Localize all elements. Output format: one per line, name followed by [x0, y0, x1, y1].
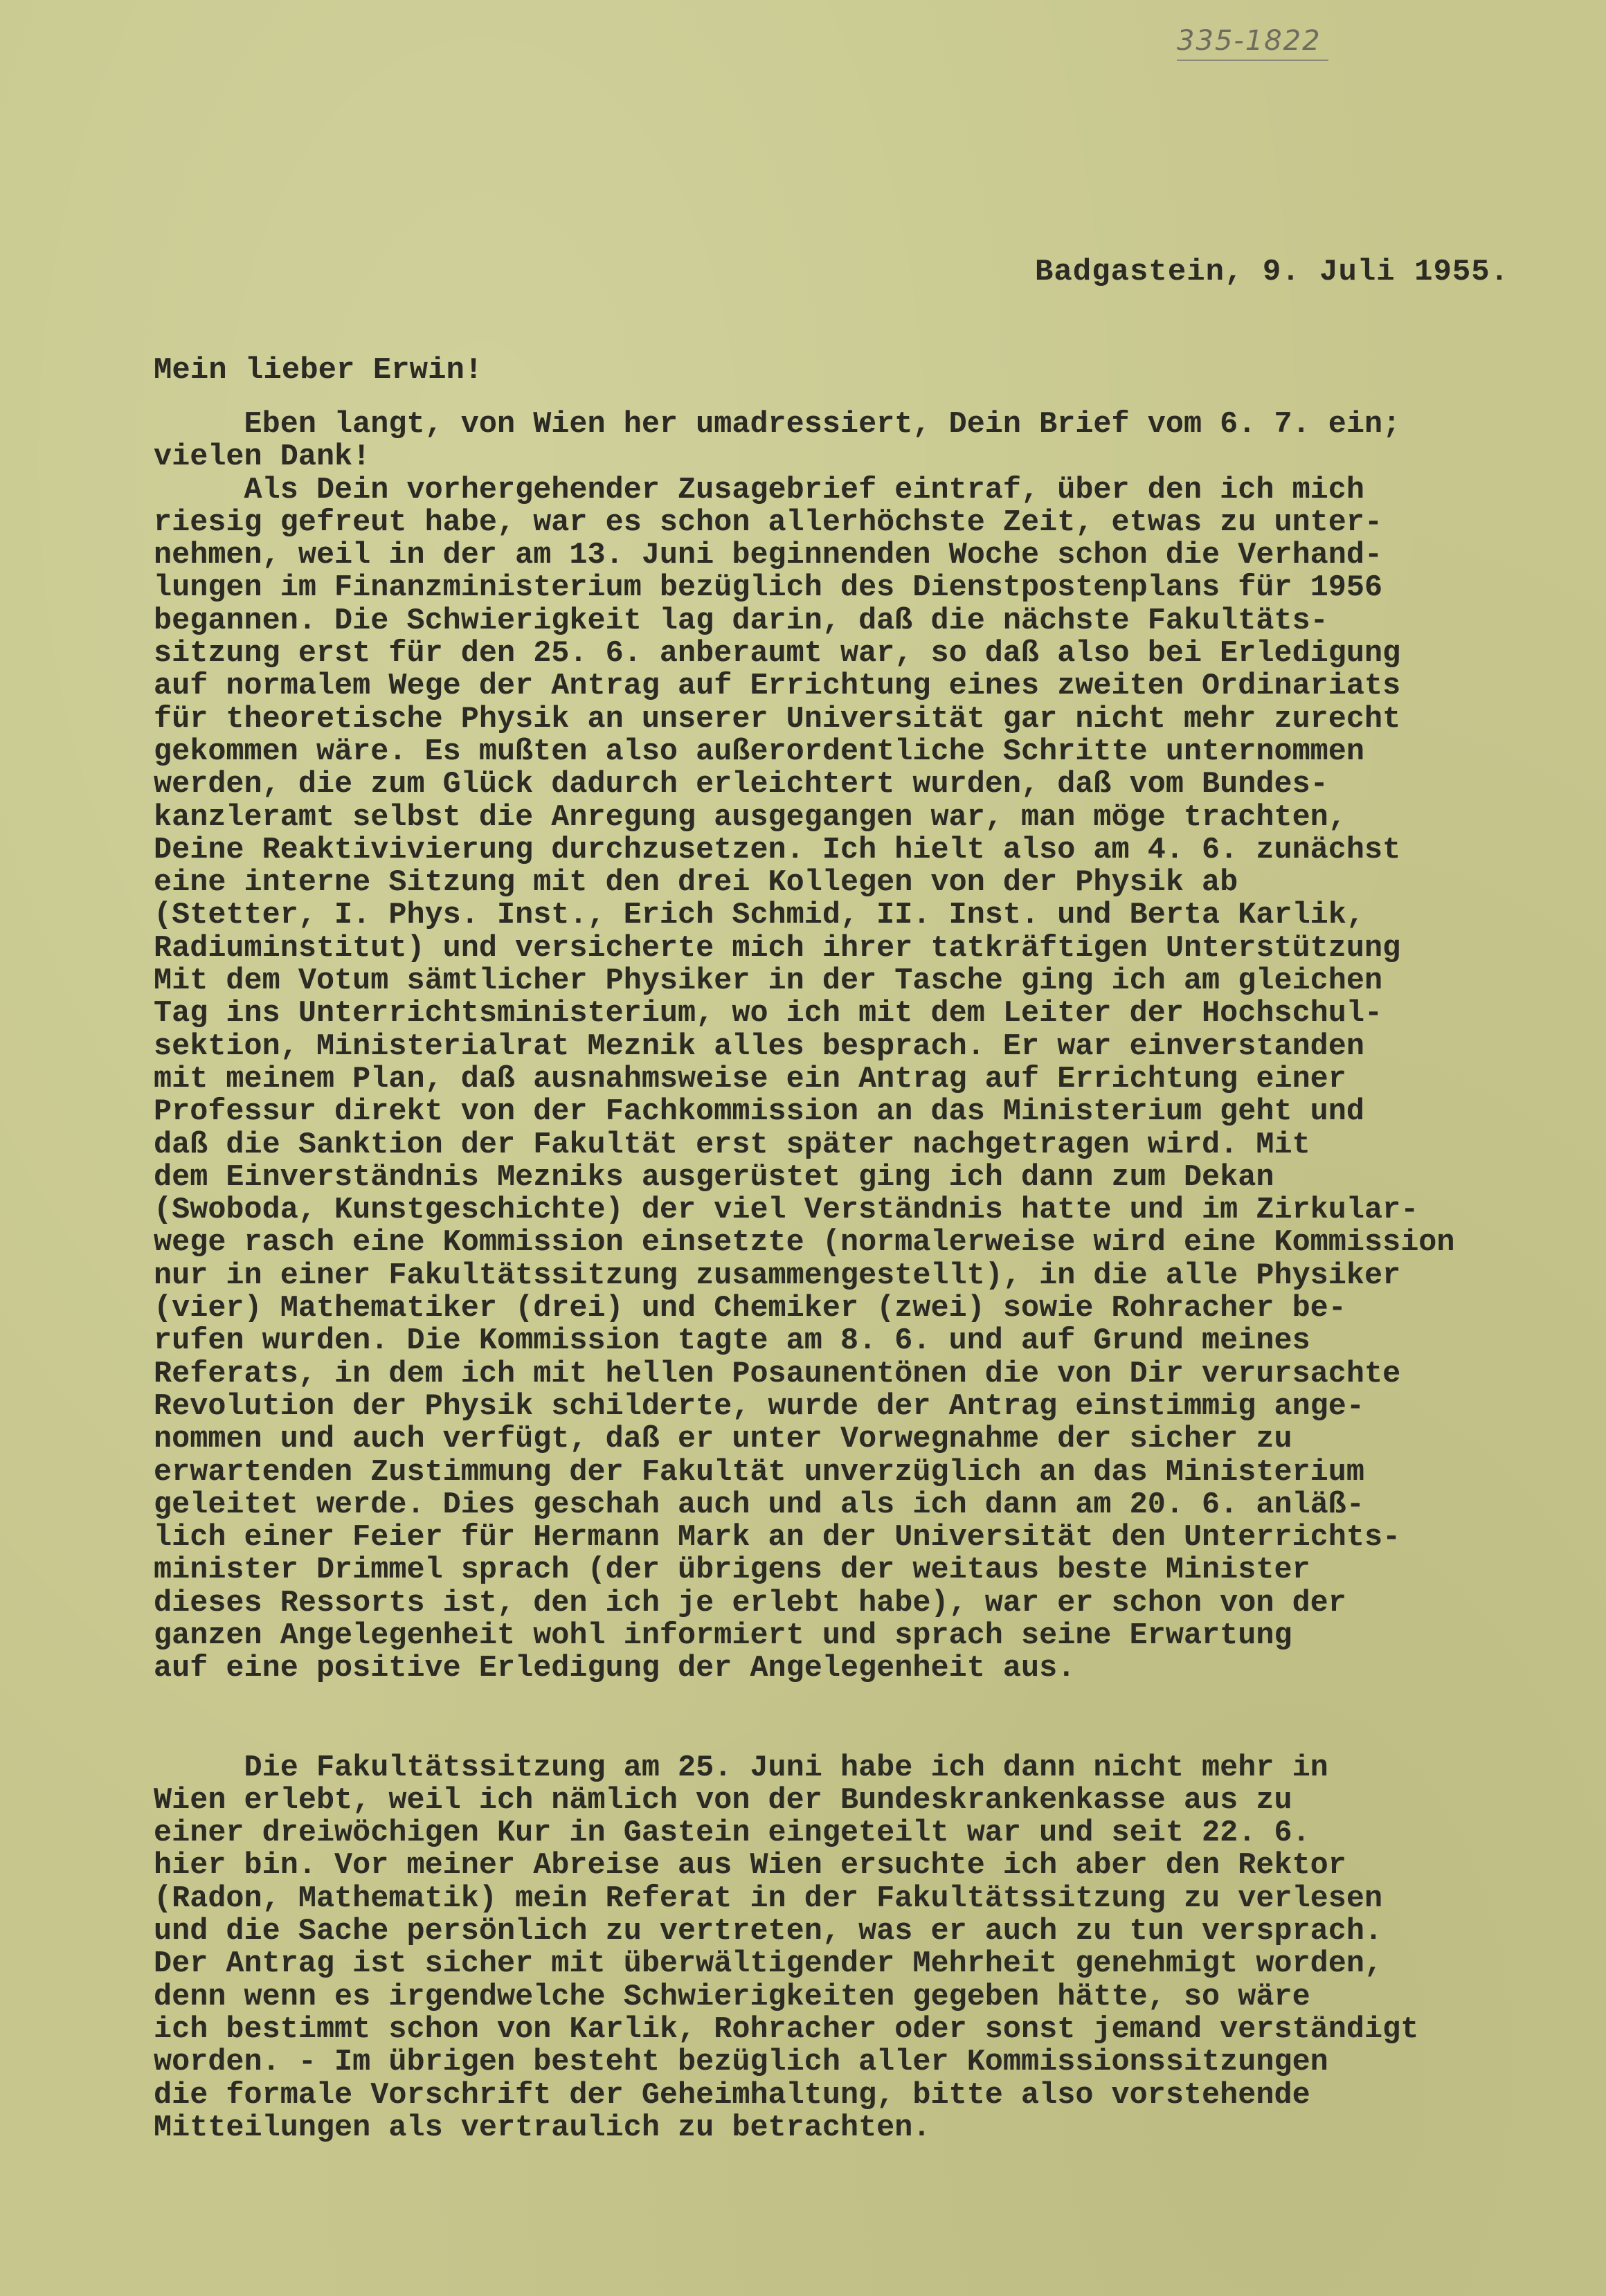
- text-line: Mit dem Votum sämtlicher Physiker in der Tasche ging ich am gleichen: [154, 964, 1383, 999]
- text-line: rufen wurden. Die Kommission tagte am 8. 6. und auf Grund meines: [154, 1324, 1310, 1359]
- text-line: dieses Ressorts ist, den ich je erlebt habe), war er schon von der: [154, 1586, 1346, 1620]
- text-line: erwartenden Zustimmung der Fakultät unverzüglich an das Ministerium: [154, 1455, 1364, 1490]
- archive-number: 335-1822: [1177, 25, 1321, 57]
- date-line: Badgastein, 9. Juli 1955.: [1035, 255, 1510, 289]
- text-line: Als Dein vorhergehender Zusagebrief eintraf, über den ich mich: [154, 473, 1364, 507]
- text-line: Die Fakultätssitzung am 25. Juni habe ich dann nicht mehr in: [154, 1751, 1328, 1785]
- text-line: sektion, Ministerialrat Meznik alles besprach. Er war einverstanden: [154, 1029, 1364, 1064]
- text-line: Professur direkt von der Fachkommission an das Ministerium geht und: [154, 1095, 1364, 1130]
- text-line: Der Antrag ist sicher mit überwältigender Mehrheit genehmigt worden,: [154, 1947, 1383, 1982]
- paragraph-1: [154, 408, 1594, 1685]
- text-line: nommen und auch verfügt, daß er unter Vorwegnahme der sicher zu: [154, 1422, 1292, 1457]
- text-line: wege rasch eine Kommission einsetzte (normalerweise wird eine Kommission: [154, 1226, 1455, 1260]
- text-line: auf eine positive Erledigung der Angelegenheit aus.: [154, 1652, 1076, 1686]
- text-line: Radiuminstitut) und versicherte mich ihrer tatkräftigen Unterstützung: [154, 931, 1401, 966]
- text-line: minister Drimmel sprach (der übrigens der weitaus beste Minister: [154, 1553, 1310, 1588]
- text-line: auf normalem Wege der Antrag auf Errichtung eines zweiten Ordinariats: [154, 669, 1401, 704]
- text-line: worden. - Im übrigen besteht bezüglich aller Kommissionssitzungen: [154, 2045, 1328, 2080]
- text-line: dem Einverständnis Mezniks ausgerüstet ging ich dann zum Dekan: [154, 1160, 1274, 1195]
- text-line: und die Sache persönlich zu vertreten, was er auch zu tun versprach.: [154, 1915, 1383, 1949]
- text-line: Deine Reaktivivierung durchzusetzen. Ich hielt also am 4. 6. zunächst: [154, 833, 1401, 867]
- text-line: Tag ins Unterrichtsministerium, wo ich mit dem Leiter der Hochschul-: [154, 997, 1383, 1031]
- text-line: kanzleramt selbst die Anregung ausgegangen war, man möge trachten,: [154, 800, 1346, 835]
- text-line: nur in einer Fakultätssitzung zusammengestellt), in die alle Physiker: [154, 1258, 1401, 1293]
- text-line: (Swoboda, Kunstgeschichte) der viel Verständnis hatte und im Zirkular-: [154, 1193, 1419, 1228]
- text-line: Revolution der Physik schilderte, wurde der Antrag einstimmig ange-: [154, 1389, 1364, 1424]
- greeting: Mein lieber Erwin!: [154, 353, 483, 388]
- text-line: denn wenn es irgendwelche Schwierigkeiten gegeben hätte, so wäre: [154, 1980, 1310, 2014]
- text-line: ich bestimmt schon von Karlik, Rohracher oder sonst jemand verständigt: [154, 2012, 1419, 2047]
- letter-body: [154, 408, 1594, 2144]
- text-line: eine interne Sitzung mit den drei Kollegen von der Physik ab: [154, 866, 1238, 901]
- text-line: (vier) Mathematiker (drei) und Chemiker (zwei) sowie Rohracher be-: [154, 1292, 1346, 1326]
- text-line: gekommen wäre. Es mußten also außerordentliche Schritte unternommen: [154, 734, 1364, 769]
- text-line: geleitet werde. Dies geschah auch und als ich dann am 20. 6. anläß-: [154, 1488, 1364, 1522]
- text-line: riesig gefreut habe, war es schon allerhöchste Zeit, etwas zu unter-: [154, 505, 1383, 540]
- text-line: sitzung erst für den 25. 6. anberaumt war, so daß also bei Erledigung: [154, 637, 1401, 671]
- text-line: vielen Dank!: [154, 440, 371, 475]
- text-line: begannen. Die Schwierigkeit lag darin, daß die nächste Fakultäts-: [154, 604, 1328, 638]
- text-line: hier bin. Vor meiner Abreise aus Wien ersuchte ich aber den Rektor: [154, 1849, 1346, 1883]
- text-line: lungen im Finanzministerium bezüglich des Dienstpostenplans für 1956: [154, 571, 1383, 606]
- text-line: lich einer Feier für Hermann Mark an der Universität den Unterrichts-: [154, 1521, 1401, 1555]
- text-line: Mitteilungen als vertraulich zu betrachten.: [154, 2110, 931, 2145]
- text-line: die formale Vorschrift der Geheimhaltung, bitte also vorstehende: [154, 2078, 1310, 2113]
- text-line: einer dreiwöchigen Kur in Gastein eingeteilt war und seit 22. 6.: [154, 1816, 1310, 1851]
- paragraph-gap: [154, 1685, 1594, 1752]
- text-line: mit meinem Plan, daß ausnahmsweise ein Antrag auf Errichtung einer: [154, 1062, 1346, 1096]
- paragraph-2: [154, 1752, 1594, 2145]
- text-line: (Radon, Mathematik) mein Referat in der Fakultätssitzung zu verlesen: [154, 1881, 1383, 1916]
- text-line: Wien erlebt, weil ich nämlich von der Bundeskrankenkasse aus zu: [154, 1783, 1292, 1818]
- text-line: Eben langt, von Wien her umadressiert, Dein Brief vom 6. 7. ein;: [154, 408, 1401, 442]
- text-line: (Stetter, I. Phys. Inst., Erich Schmid, II. Inst. und Berta Karlik,: [154, 898, 1364, 933]
- text-line: Referats, in dem ich mit hellen Posaunentönen die von Dir verursachte: [154, 1357, 1401, 1391]
- text-line: daß die Sanktion der Fakultät erst später nachgetragen wird. Mit: [154, 1128, 1310, 1162]
- text-line: für theoretische Physik an unserer Universität gar nicht mehr zurecht: [154, 702, 1401, 736]
- text-line: werden, die zum Glück dadurch erleichtert wurden, daß vom Bundes-: [154, 768, 1328, 802]
- text-line: nehmen, weil in der am 13. Juni beginnenden Woche schon die Verhand-: [154, 539, 1383, 573]
- text-line: ganzen Angelegenheit wohl informiert und sprach seine Erwartung: [154, 1618, 1292, 1653]
